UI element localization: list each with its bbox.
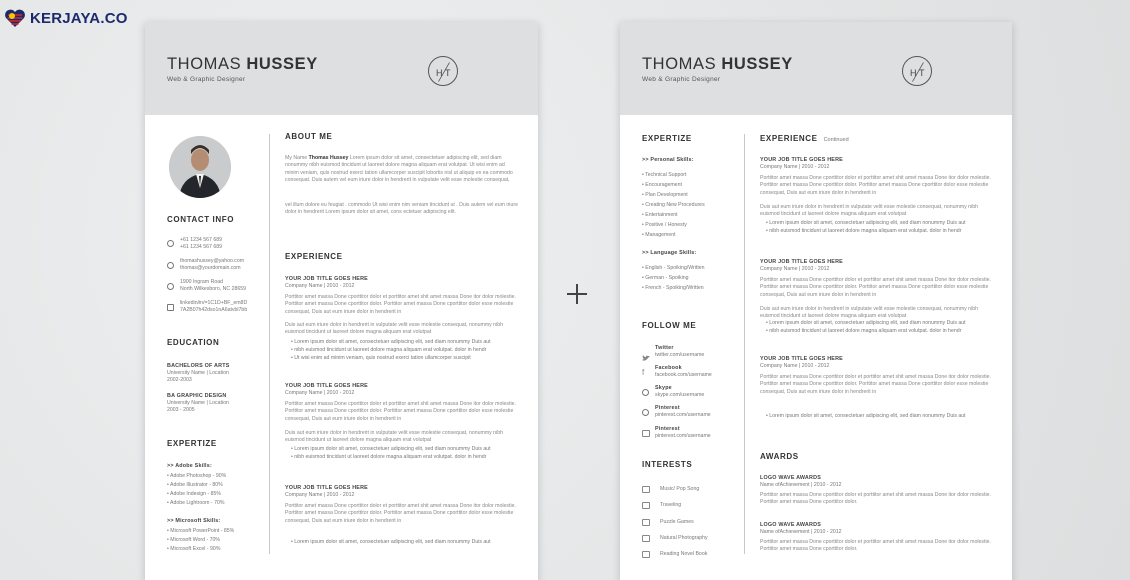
job-desc: Porttitor amet massa Done cporttitor dolor et porttitor amet shit amet massa Done itor dolor molestie. Porttitor amet massa Done cporttitor dolor. Porttitor amet massa Done cporttitor dolor esse molestie consequat, Duis aut eum iriure dolor in hendrerit in xyxy=(285,503,516,524)
experience-heading: EXPERIENCE Continued xyxy=(760,134,849,143)
about-paragraph-2: vel illum dolore eu feugiat . commodo Ut wisi enim nim veniam tincidunt ut . Duis autem vel eum iriure dolor in hendrerit Lorem ipsum dolor sit amet, cons ectetuer adipiscing elit. xyxy=(285,202,518,216)
job-desc: Porttitor amet massa Done cporttitor dolor et porttitor amet shit amet massa Done itor dolor molestie. Porttitor amet massa Done cporttitor dolor. Porttitor amet massa Done cporttitor dolor esse molestie consequat, Duis aut eum iriure dolor in hendrerit in xyxy=(285,401,516,422)
job-desc-2: Duis aut eum iriure dolor in hendrerit in vulputate velit esse molestie consequat, nonummy nibh euismod tincidunt ut laoreet dolore magna aliquam erat volutpat xyxy=(760,204,978,218)
facebook-icon: f xyxy=(642,368,645,377)
puzzle-icon xyxy=(642,519,650,526)
follow-name[interactable]: Skype xyxy=(655,385,672,391)
camera-icon xyxy=(642,535,650,542)
job-bullet: • Ut wisi enim ad minim veniam, quis nostrud exerci tation ullamcorper suscipit xyxy=(291,355,471,361)
skill-group-2: >> Microsoft Skills: xyxy=(167,518,221,524)
job-bullet: • nibh euismod tincidunt ut laoreet dolore magna aliquam erat volutpat. dolor in hendr xyxy=(766,328,962,334)
award-org: Name ofAchievement | 2010 - 2012 xyxy=(760,482,842,488)
column-divider xyxy=(269,134,270,554)
follow-handle[interactable]: twitter.com/username xyxy=(655,352,705,358)
pinterest-icon xyxy=(642,409,649,416)
web-2[interactable]: 7A2B07h42dso1nA6atvbl7bb xyxy=(180,307,248,313)
job-bullet: • Lorem ipsum dolor sit amet, consectetuer adipiscing elit, sed diam nonummy Duis aut xyxy=(291,339,491,345)
edu-2-years: 2003 - 2005 xyxy=(167,407,195,413)
edu-1-years: 2002-2003 xyxy=(167,377,192,383)
job-desc-2: Duis aut eum iriure dolor in hendrerit in vulputate velit esse molestie consequat, nonummy nibh euismod tincidunt ut laoreet dolore magna aliquam erat volutpat xyxy=(285,322,503,336)
skill-item: • Adobe Lightroom - 70% xyxy=(167,500,225,506)
address-1: 1900 Ingram Road xyxy=(180,279,223,285)
job-title: YOUR JOB TITLE GOES HERE xyxy=(760,157,843,163)
expertize-heading: EXPERTIZE xyxy=(167,439,217,448)
job-company: Company Name | 2010 - 2012 xyxy=(285,492,355,498)
follow-handle[interactable]: skype.com/username xyxy=(655,392,705,398)
award-org: Name ofAchievement | 2010 - 2012 xyxy=(760,529,842,535)
job-title: YOUR JOB TITLE GOES HERE xyxy=(285,276,368,282)
job-bullet: • Lorem ipsum dolor sit amet, consectetuer adipiscing elit, sed diam nonummy Duis aut xyxy=(766,220,966,226)
skill-item: • Entertainment xyxy=(642,212,678,218)
column-divider xyxy=(744,134,745,554)
brand-name: KERJAYA.CO xyxy=(30,9,128,27)
resume-role: Web & Graphic Designer xyxy=(642,76,721,83)
skill-item: • Adobe Indesign - 85% xyxy=(167,491,222,497)
brand-logo[interactable] xyxy=(4,8,128,28)
interest-item: Music/ Pop Song xyxy=(660,486,700,492)
job-desc-2: Duis aut eum iriure dolor in hendrerit in vulputate velit esse molestie consequat, nonummy nibh euismod tincidunt ut laoreet dolore magna aliquam erat volutpat xyxy=(285,430,503,444)
follow-handle[interactable]: facebook.com/username xyxy=(655,372,712,378)
monogram-logo xyxy=(902,56,932,86)
follow-name[interactable]: Facebook xyxy=(655,365,682,371)
skype-icon xyxy=(642,389,649,396)
job-bullet: • Lorem ipsum dolor sit amet, consectetuer adipiscing elit, sed diam nonummy Duis aut xyxy=(766,413,966,419)
follow-name[interactable]: Twitter xyxy=(655,345,674,351)
interests-heading: INTERESTS xyxy=(642,460,693,469)
resume-role: Web & Graphic Designer xyxy=(167,76,246,83)
follow-heading: FOLLOW ME xyxy=(642,321,697,330)
follow-handle[interactable]: pinterest.com/username xyxy=(655,433,711,439)
job-bullet: • Lorem ipsum dolor sit amet, consectetuer adipiscing elit, sed diam nonummy Duis aut xyxy=(766,320,966,326)
skill-item: • Encouragement xyxy=(642,182,682,188)
skill-item: • Microsoft Excel - 90% xyxy=(167,546,221,552)
job-company: Company Name | 2010 - 2012 xyxy=(285,390,355,396)
email-icon xyxy=(167,262,174,269)
twitter-icon xyxy=(642,349,650,356)
job-company: Company Name | 2010 - 2012 xyxy=(285,283,355,289)
skill-item: • Adobe Illustrator - 80% xyxy=(167,482,223,488)
edu-2-school: University Name | Location xyxy=(167,400,229,406)
job-title: YOUR JOB TITLE GOES HERE xyxy=(285,485,368,491)
about-paragraph-1: My Name Thomas Hussey Lorem ipsum dolor sit amet, consectetuer adipiscing elit, sed diam nonummy nibh euismod tincidunt ut laoreet dolore magna aliquam erat volutpat. Ut wisi enim ad minim veniam, quis nostrud exerci tation ullamcorper suscipit lobortis nisl ut aliquip ex ea commodo consequat. Duis autem vel eum iriure dolor in hendrerit in vulputate velit esse molestie consequat, xyxy=(285,155,513,183)
linkedin-icon xyxy=(167,304,174,311)
follow-name[interactable]: Pinterest xyxy=(655,426,680,432)
about-heading: ABOUT ME xyxy=(285,132,333,141)
web-1[interactable]: linkedin/in/=1C1D+BF_em8D xyxy=(180,300,248,306)
follow-handle[interactable]: pinterest.com/username xyxy=(655,412,711,418)
award-title: LOGO WAVE AWARDS xyxy=(760,522,821,528)
svg-text:H: H xyxy=(910,68,917,78)
skill-item: • German - Spoiking xyxy=(642,275,689,281)
location-icon xyxy=(167,283,174,290)
awards-heading: AWARDS xyxy=(760,452,799,461)
svg-text:H: H xyxy=(436,68,443,78)
experience-heading: EXPERIENCE xyxy=(285,252,343,261)
phone-1: +61 1234 567 689 xyxy=(180,237,222,243)
award-title: LOGO WAVE AWARDS xyxy=(760,475,821,481)
skill-item: • Microsoft Word - 70% xyxy=(167,537,221,543)
skill-item: • Microsoft PowerPoint - 85% xyxy=(167,528,235,534)
resume-page-2 xyxy=(620,22,1012,580)
job-company: Company Name | 2010 - 2012 xyxy=(760,164,830,170)
skill-item: • Positive / Honesty xyxy=(642,222,687,228)
skill-item: • Creating New Procedures xyxy=(642,202,705,208)
job-bullet: • nibh euismod tincidunt ut laoreet dolore magna aliquam erat volutpat. dolor in hendr xyxy=(291,347,487,353)
svg-text:T: T xyxy=(445,68,451,78)
flag-heart-icon xyxy=(4,8,26,28)
plane-icon xyxy=(642,502,650,509)
job-desc-2: Duis aut eum iriure dolor in hendrerit in vulputate velit esse molestie consequat, nonummy nibh euismod tincidunt ut laoreet dolore magna aliquam erat volutpat xyxy=(760,306,978,320)
skill-item: • English - Spoiking/Written xyxy=(642,265,705,271)
job-bullet: • Lorem ipsum dolor sit amet, consectetuer adipiscing elit, sed diam nonummy Duis aut xyxy=(291,446,491,452)
job-bullet: • nibh euismod tincidunt ut laoreet dolore magna aliquam erat volutpat. dolor in hendr xyxy=(766,228,962,234)
skill-group-2: >> Language Skills: xyxy=(642,250,697,256)
address-2: North Wilkesboro, NC 28659 xyxy=(180,286,247,292)
follow-name[interactable]: Pinterest xyxy=(655,405,680,411)
job-title: YOUR JOB TITLE GOES HERE xyxy=(760,356,843,362)
skill-item: • Adobe Photoshop - 90% xyxy=(167,473,227,479)
job-bullet: • Lorem ipsum dolor sit amet, consectetuer adipiscing elit, sed diam nonummy Duis aut xyxy=(291,539,491,545)
music-icon xyxy=(642,486,650,493)
job-bullet: • nibh euismod tincidunt ut laoreet dolore magna aliquam erat volutpat. dolor in hendr xyxy=(291,454,487,460)
skill-group-1: >> Adobe Skills: xyxy=(167,463,212,469)
job-desc: Porttitor amet massa Done cporttitor dolor et porttitor amet shit amet massa Done itor dolor molestie. Porttitor amet massa Done cporttitor dolor. Porttitor amet massa Done cporttitor dolor esse molestie consequat, Duis aut eum iriure dolor in hendrerit in xyxy=(760,175,991,196)
job-desc: Porttitor amet massa Done cporttitor dolor et porttitor amet shit amet massa Done itor dolor molestie. Porttitor amet massa Done cporttitor dolor. Porttitor amet massa Done cporttitor dolor esse molestie consequat, Duis aut eum iriure dolor in hendrerit in xyxy=(760,374,991,395)
skill-group-1: >> Personal Skills: xyxy=(642,157,694,163)
skill-item: • Plan Development xyxy=(642,192,688,198)
skill-item: • Management xyxy=(642,232,676,238)
job-desc: Porttitor amet massa Done cporttitor dolor et porttitor amet shit amet massa Done itor dolor molestie. Porttitor amet massa Done cporttitor dolor. Porttitor amet massa Done cporttitor dolor esse molestie consequat, Duis aut eum iriure dolor in hendrerit in xyxy=(760,277,991,298)
email-1[interactable]: thomashussey@yahoo.com xyxy=(180,258,245,264)
contact-heading: CONTACT INFO xyxy=(167,215,235,224)
resume-page-1 xyxy=(145,22,538,580)
profile-photo xyxy=(169,136,231,198)
interest-item: Traveling xyxy=(660,502,682,508)
job-company: Company Name | 2010 - 2012 xyxy=(760,363,830,369)
interest-item: Reading Novel Book xyxy=(660,551,708,557)
award-desc: Porttitor amet massa Done cporttitor dolor et porttitor amet shit amet massa Done itor dolor molestie. Porttitor amet massa Done cporttitor dolor. xyxy=(760,492,991,506)
resume-name: THOMAS HUSSEY xyxy=(642,55,793,73)
email-2[interactable]: thomas@yourdomain.com xyxy=(180,265,241,271)
expertize-heading: EXPERTIZE xyxy=(642,134,692,143)
job-desc: Porttitor amet massa Done cporttitor dolor et porttitor amet shit amet massa Done itor dolor molestie. Porttitor amet massa Done cporttitor dolor. Porttitor amet massa Done cporttitor dolor esse molestie consequat, Duis aut eum iriure dolor in hendrerit in xyxy=(285,294,516,315)
phone-2: +61 1234 567 689 xyxy=(180,244,222,250)
plus-icon xyxy=(567,284,587,304)
job-title: YOUR JOB TITLE GOES HERE xyxy=(285,383,368,389)
resume-name: THOMAS HUSSEY xyxy=(167,55,318,73)
interest-item: Puzzle Games xyxy=(660,519,694,525)
skill-item: • French - Spoiking/Written xyxy=(642,285,704,291)
linkedin-icon xyxy=(642,430,650,437)
svg-text:T: T xyxy=(919,68,925,78)
monogram-logo xyxy=(428,56,458,86)
job-company: Company Name | 2010 - 2012 xyxy=(760,266,830,272)
book-icon xyxy=(642,551,650,558)
phone-icon xyxy=(167,240,174,247)
skill-item: • Technical Support xyxy=(642,172,687,178)
edu-1-title: BACHELORS OF ARTS xyxy=(167,363,230,369)
interest-item: Natural Photography xyxy=(660,535,708,541)
award-desc: Porttitor amet massa Done cporttitor dolor et porttitor amet shit amet massa Done itor dolor molestie. Porttitor amet massa Done cporttitor dolor. xyxy=(760,539,991,553)
education-heading: EDUCATION xyxy=(167,338,220,347)
edu-1-school: University Name | Location xyxy=(167,370,229,376)
edu-2-title: BA GRAPHIC DESIGN xyxy=(167,393,227,399)
job-title: YOUR JOB TITLE GOES HERE xyxy=(760,259,843,265)
